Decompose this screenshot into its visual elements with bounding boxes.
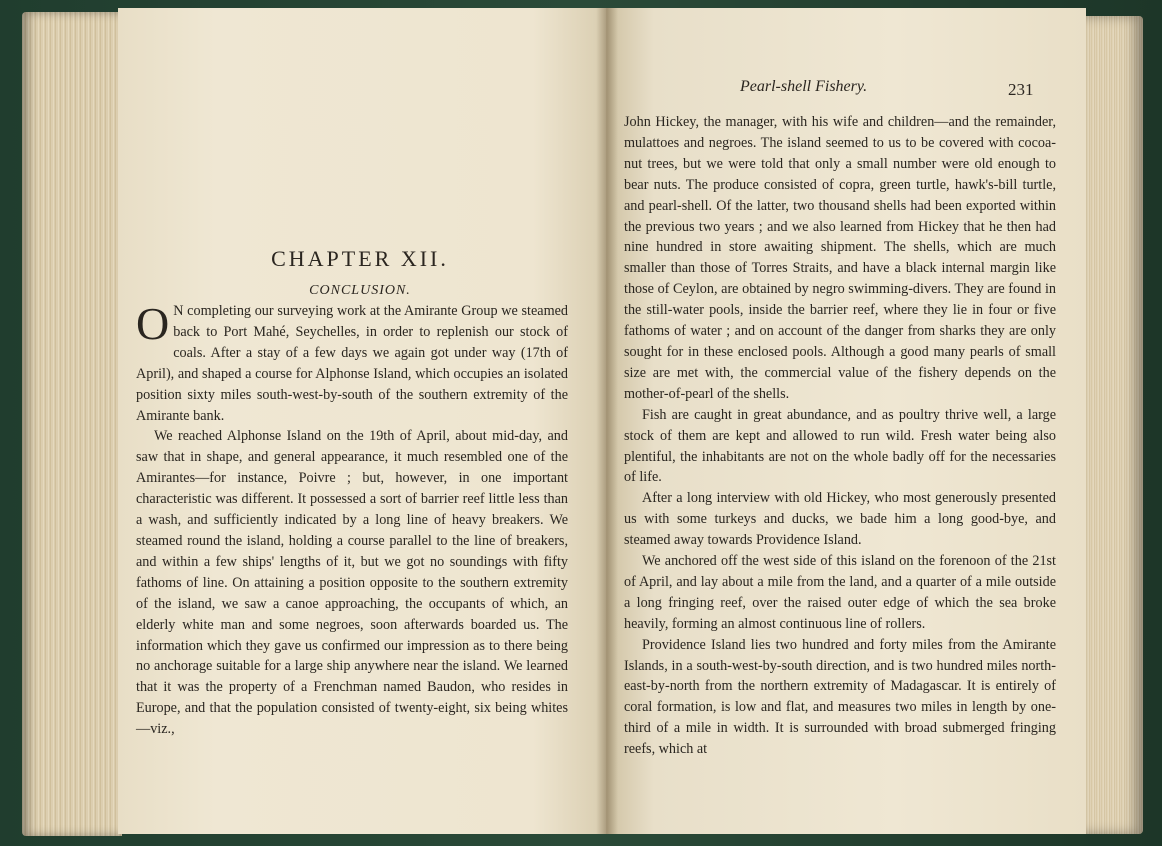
paragraph: John Hickey, the manager, with his wife and children—and the remainder, mulattoes and negroes. The island seemed to us to be covered with cocoa-nut trees, but we were told that only a small number were old enough to bear nuts. The produce consisted of copra, green turtle, hawk's-bill turtle, and pearl-shell. Of the latter, two thousand shells had been exported within the previous two years ; and we also learned from Hickey that he then had nine hundred in store awaiting shipment. The shells, which are much smaller than those of Torres Straits, and have a black internal margin like those of Ceylon, are obtained by negro swimming-divers. They are found in the still-water pools, inside the barrier reef, where they lie in four or five fathoms of water ; and on account of the danger from sharks they are only sought for in these enclosed pools. Although a good many pearls of small size are met with, the commercial value of the fishery depends on the mother-of-pearl of the shells.: [624, 114, 1056, 402]
page-edges-right: [1085, 16, 1143, 834]
book-gutter: [596, 8, 618, 834]
paragraph: Providence Island lies two hundred and forty miles from the Amirante Islands, in a south-west-by-south direction, and is two hundred miles north-east-by-north from the northern extremity of Madagascar. It is entirely of coral formation, is low and flat, and measures two miles in length by one-third of a mile in width. It is surrounded with broad submerged fringing reefs, which at: [624, 636, 1056, 758]
left-page-body: [136, 298, 568, 740]
paragraph: We anchored off the west side of this island on the forenoon of the 21st of April, and lay about a mile from the land, and a quarter of a mile outside a long fringing reef, over the raised outer edge of which the sea broke heavily, forming an almost continuous line of rollers.: [624, 553, 1056, 632]
paragraph: We reached Alphonse Island on the 19th of April, about mid-day, and saw that in shape, and general appearance, it much resembled one of the Amirantes—for instance, Poivre ; but, however, in one important characteristic was different. It possessed a sort of barrier reef little less than a wash, and sufficiently indicated by a long line of heavy breakers. We steamed round the island, holding a course parallel to the line of breakers, and within a few ships' lengths of it, but we got no soundings with fifty fathoms of line. On attaining a position opposite to the southern extremity of the island, we saw a canoe approaching, the occupants of which, an elderly white man and some negroes, soon afterwards boarded us. The information which they gave us confirmed our impression as to there being no anchorage suitable for a large ship anywhere near the island. We learned that it was the property of a Frenchman named Baudon, who resides in Europe, and that the population consisted of twenty-eight, six being whites—viz.,: [136, 428, 568, 738]
chapter-title: CHAPTER XII.: [271, 246, 449, 271]
page-number: 231: [1008, 80, 1034, 99]
paragraph-text: N completing our surveying work at the Amirante Group we steamed back to Port Mahé, Seychelles, in order to replenish our stock of coals. After a stay of a few days we again got under way (17th of April), and shaped a course for Alphonse Island, which occupies an isolated position sixty miles south-west-by-south of the southern extremity of the Amirante bank.: [136, 303, 568, 424]
section-title: CONCLUSION.: [309, 283, 411, 298]
right-page-body: [624, 112, 1056, 760]
running-head: Pearl-shell Fishery.: [740, 78, 868, 95]
paragraph: Fish are caught in great abundance, and as poultry thrive well, a large stock of them are kept and allowed to run wild. Fresh water being also plentiful, the inhabitants are not on the whole badly off for the necessaries of life.: [624, 406, 1056, 486]
paragraph: After a long interview with old Hickey, who most generously presented us with some turkeys and ducks, we bade him a long good-bye, and steamed away towards Providence Island.: [624, 490, 1056, 549]
drop-cap: O: [136, 298, 170, 349]
paragraph: [136, 298, 568, 426]
page-edges-left: [22, 12, 122, 836]
